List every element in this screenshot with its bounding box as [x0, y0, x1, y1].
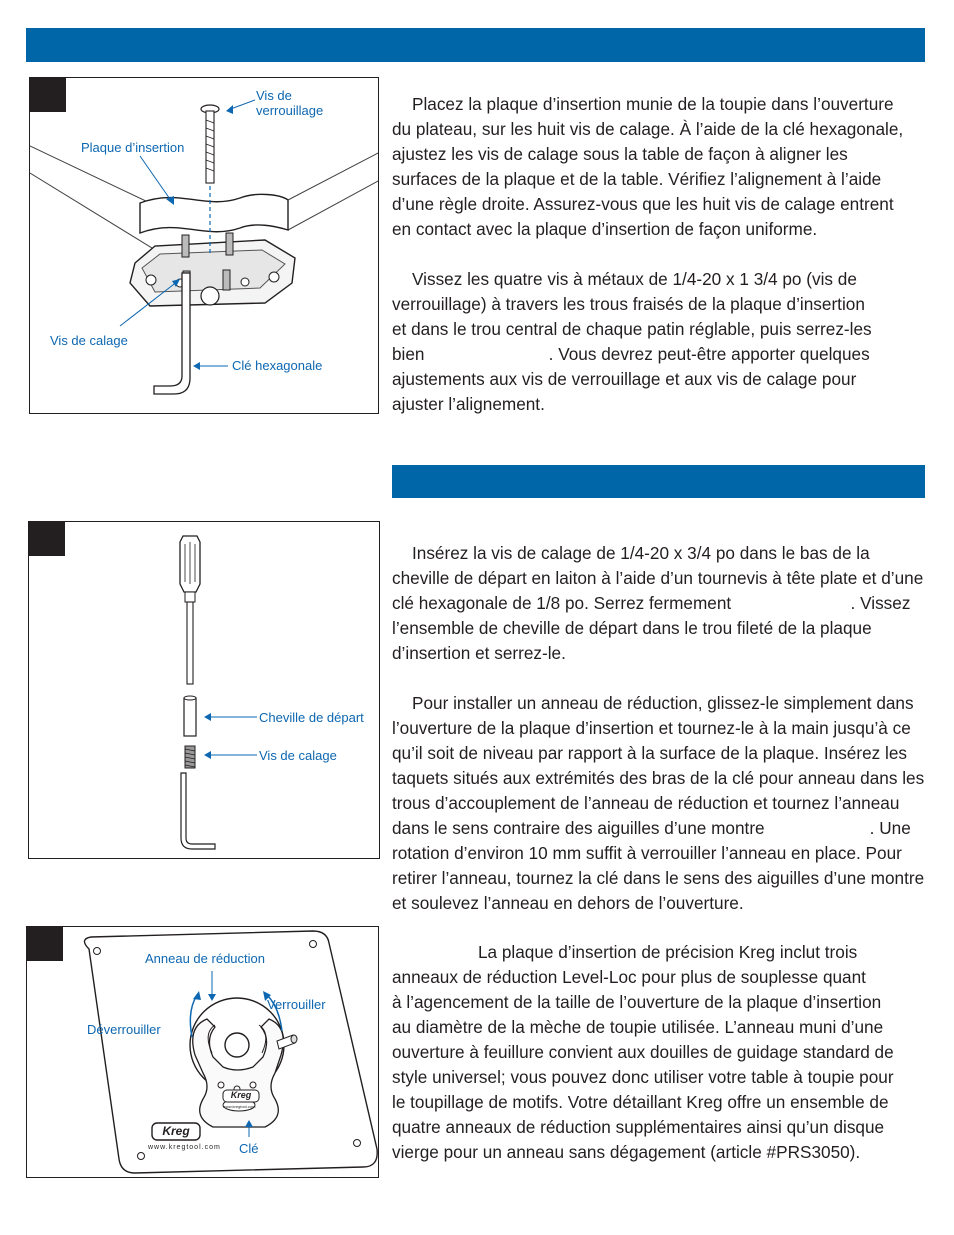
label-cle-hexagonale: Clé hexagonale — [232, 358, 323, 373]
section1-paragraph2: Vissez les quatre vis à métaux de 1/4-20 x 1 3/4 po (vis de verrouillage) à travers les trous fraisés de la plaque d’insertion et dans le trou central de chaque patin réglable, puis serrez-les bien . Vous devrez peut-être apporter quelques ajustements aux vis de verrouillage et aux vis de calage pour ajuster l’alignement. — [392, 269, 872, 414]
starter-pin-illustration — [29, 522, 380, 859]
section-header-bar-top — [26, 28, 925, 62]
label-vis-de-calage: Vis de calage — [50, 333, 128, 348]
figure-reducing-ring — [26, 926, 379, 1178]
key-kreg-url: www.kregtool.com — [223, 1104, 256, 1109]
figure-starter-pin-assembly — [28, 521, 380, 859]
label-anneau-de-reduction: Anneau de réduction — [145, 951, 265, 966]
section-header-bar-middle — [392, 465, 925, 498]
label-deverrouiller: Déverrouiller — [87, 1022, 161, 1037]
label-cheville-de-depart: Cheville de départ — [259, 710, 364, 725]
key-kreg-logo: Kreg — [230, 1090, 252, 1100]
label-plaque-insertion: Plaque d’insertion — [81, 140, 185, 155]
insert-plate-illustration — [30, 78, 379, 414]
label-vis-de-verrouillage-line1: Vis de — [256, 88, 292, 103]
label-vis-de-calage: Vis de calage — [259, 748, 337, 763]
section1-paragraph1: Placez la plaque d’insertion munie de la toupie dans l’ouverture du plateau, sur les huit vis de calage. À l’aide de la clé hexagonale, ajustez les vis de calage sous la table de façon à aligner les surfaces de la plaque et de la table. Vérifiez l’alignement à l’aide d’une règle droite. Assurez-vous que les huit vis de calage entrent en contact avec la plaque d’insertion de façon uniforme. — [392, 94, 904, 239]
label-vis-de-verrouillage-line2: verrouillage — [256, 103, 324, 118]
section2-paragraph1: Insérez la vis de calage de 1/4-20 x 3/4 po dans le bas de la cheville de départ en laiton à l’aide d’un tournevis à tête plate et d’une clé hexagonale de 1/8 po. Serrez fermement . Vissez l’ensemble de cheville de départ dans le trou fileté de la plaque d’insertion et serrez-le. — [392, 543, 924, 663]
section2-paragraph2: Pour installer un anneau de réduction, glissez-le simplement dans l’ouverture de la plaque d’insertion et tournez-le à la main jusqu’à ce qu’il soit de niveau par rapport à la surface de la plaque. Insérez les taquets situés aux extrémités des bras de la clé pour anneau dans les trous d’accouplement de l’anneau de réduction et tournez l’anneau dans le sens contraire des aiguilles d’une montre . Une rotation d’environ 10 mm suffit à verrouiller l’anneau en place. Pour retirer l’anneau, tournez la clé dans le sens des aiguilles d’une montre et soulevez l’anneau en dehors de l’ouverture. — [392, 693, 925, 913]
section2-paragraph3: La plaque d’insertion de précision Kreg inclut trois anneaux de réduction Level-Loc pour plus de souplesse quant à l’agencement de la taille de l’ouverture de la plaque d’insertion au diamètre de la mèche de toupie utilisée. L’anneau muni d’une ouverture à feuillure convient aux douilles de guidage standard de style universel; vous pouvez donc utiliser votre table à toupie pour le toupillage de motifs. Votre détaillant Kreg offre un ensemble de quatre anneaux de réduction supplémentaires ainsi qu’un disque vierge pour un anneau sans dégagement (article #PRS3050). — [392, 942, 894, 1162]
plate-kreg-logo: Kreg — [162, 1124, 190, 1138]
figure-insert-plate-leveling — [29, 77, 379, 414]
plate-kreg-url: www.kregtool.com — [148, 1144, 221, 1151]
label-verrouiller: Verrouiller — [267, 997, 326, 1012]
label-cle: Clé — [239, 1141, 259, 1156]
